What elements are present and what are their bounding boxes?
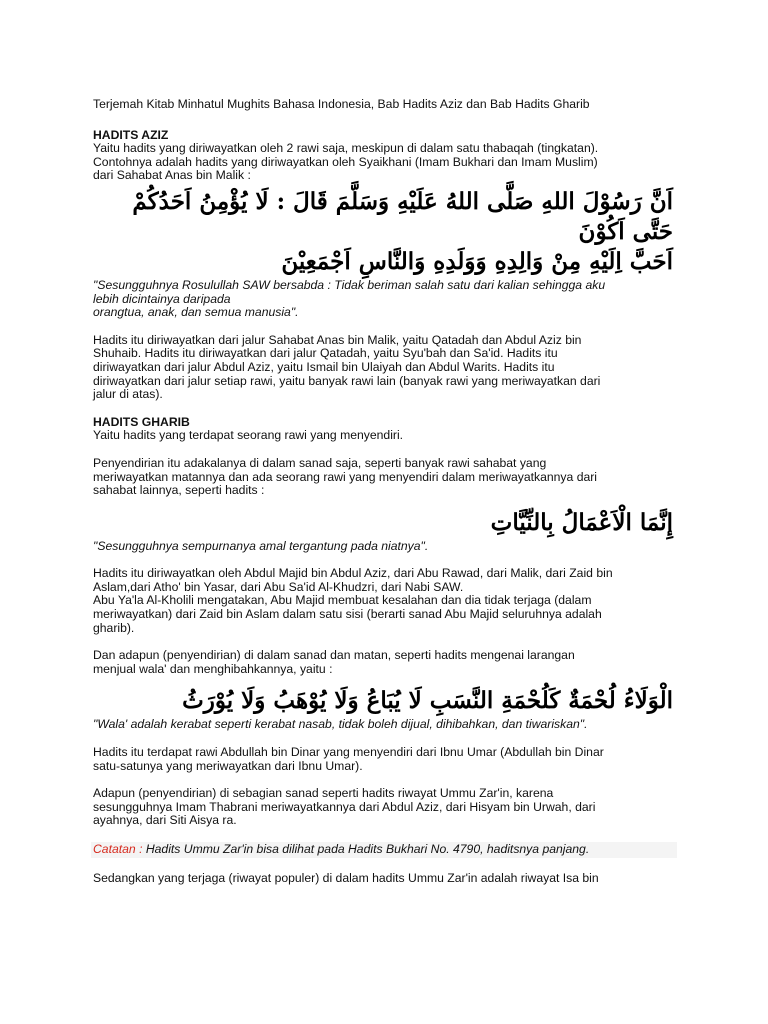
text-line: diriwayatkan dari jalur Abdul Aziz, yaitu Ismail bin Ulaiyah dan Abdul Warits. Hadits itu: [93, 359, 555, 374]
text-line: Adapun (penyendirian) di sebagian sanad seperti hadits riwayat Ummu Zar'in, karena: [93, 786, 554, 801]
text-line: Hadits itu diriwayatkan oleh Abdul Majid bin Abdul Aziz, dari Abu Rawad, dari Malik, dari Zaid bin: [93, 566, 613, 581]
text-line: satu-satunya yang meriwayatkan dari Ibnu Umar).: [93, 758, 363, 773]
text-line: ayahnya, dari Siti Aisya ra.: [93, 813, 237, 828]
gharib-paragraph-2: [93, 567, 673, 635]
text-line: dari Sahabat Anas bin Malik :: [93, 168, 251, 183]
arabic-line: اَحَبَّ اِلَيْهِ مِنْ وَالِدِهِ وَوَلَدِهِ وَالنَّاسِ اَجْمَعِيْنَ: [281, 247, 673, 275]
text-line: Penyendirian itu adakalanya di dalam sanad saja, seperti banyak rawi sahabat yang: [93, 455, 547, 470]
aziz-explanation: [93, 334, 673, 402]
gharib-paragraph-4: [93, 746, 673, 773]
arabic-line: اَنَّ رَسُوْلَ اللهِ صَلَّى اللهُ عَلَيْهِ وَسَلَّمَ قَالَ : لَا يُؤْمِنُ اَحَدُكُمْ حَتَّى اَكُوْنَ: [132, 187, 673, 245]
text-line: Contohnya adalah hadits yang diriwayatkan oleh Syaikhani (Imam Bukhari dan Imam Muslim): [93, 154, 598, 169]
text-line: "Sesungguhnya Rosulullah SAW bersabda : Tidak beriman salah satu dari kalian sehingga aku: [93, 277, 606, 292]
note-text: Hadits Ummu Zar'in bisa dilihat pada Hadits Bukhari No. 4790, haditsnya panjang.: [142, 842, 590, 856]
text-line: Dan adapun (penyendirian) di dalam sanad dan matan, seperti hadits mengenai larangan: [93, 648, 575, 663]
text-line: Aslam,dari Atho' bin Yasar, dari Abu Sa'id Al-Khudzri, dari Nabi SAW.: [93, 579, 464, 594]
text-line: menjual wala' dan menghibahkannya, yaitu :: [93, 661, 333, 676]
text-line: diriwayatkan dari jalur setiap rawi, yaitu banyak rawi lain (banyak rawi yang meriwayatkan dari: [93, 373, 601, 388]
text-line: lebih dicintainya daripada: [93, 291, 231, 306]
document-page: [93, 98, 673, 885]
text-line: meriwayatkan matannya dan ada seorang rawi yang menyendiri dalam meriwayatkannya dari: [93, 469, 598, 484]
document-title: Terjemah Kitab Minhatul Mughits Bahasa Indonesia, Bab Hadits Aziz dan Bab Hadits Gharib: [93, 97, 590, 111]
text-line: jalur di atas).: [93, 387, 163, 402]
aziz-translation: [93, 279, 673, 320]
heading-hadits-aziz: HADITS AZIZ: [93, 127, 169, 142]
gharib-paragraph-1: [93, 457, 673, 498]
text-line: Yaitu hadits yang diriwayatkan oleh 2 rawi saja, meskipun di dalam satu thabaqah (tingkatan).: [93, 141, 599, 156]
text-line: Abu Ya'la Al-Kholili mengatakan, Abu Majid membuat kesalahan dan dia tidak terjaga (dalam: [93, 593, 592, 608]
gharib-paragraph-3: [93, 649, 673, 676]
note-label: Catatan :: [93, 842, 143, 856]
arabic-hadith-wala: الْوَلَاءُ لُحْمَةٌ كَلُحْمَةِ النَّسَبِ لَا يُبَاعُ وَلَا يُوْهَبُ وَلَا يُوْرَثُ: [182, 687, 673, 715]
gharib-paragraph-6: Sedangkan yang terjaga (riwayat populer) di dalam hadits Ummu Zar'in adalah riwayat Isa bin: [93, 870, 599, 885]
text-line: Hadits itu diriwayatkan dari jalur Sahabat Anas bin Malik, yaitu Qatadah dan Abdul Aziz bin: [93, 332, 582, 347]
aziz-intro: [93, 142, 673, 183]
arabic-hadith-niat: إِنَّمَا الْاَعْمَالُ بِالنِّيَّاتِ: [490, 508, 673, 536]
translation-niat: "Sesungguhnya sempurnanya amal tergantung pada niatnya".: [93, 538, 429, 553]
note-box: [91, 842, 677, 858]
arabic-hadith-aziz: [93, 187, 673, 277]
translation-wala: "Wala' adalah kerabat seperti kerabat nasab, tidak boleh dijual, dihibahkan, dan tiwariskan".: [93, 717, 588, 732]
gharib-intro: Yaitu hadits yang terdapat seorang rawi yang menyendiri.: [93, 428, 404, 443]
gharib-paragraph-5: [93, 787, 673, 828]
text-line: orangtua, anak, dan semua manusia".: [93, 305, 299, 320]
text-line: Hadits itu terdapat rawi Abdullah bin Dinar yang menyendiri dari Ibnu Umar (Abdullah bin Dinar: [93, 745, 604, 760]
text-line: sesungguhnya Imam Thabrani meriwayatkannya dari Abdul Aziz, dari Hisyam bin Urwah, dari: [93, 799, 596, 814]
text-line: Shuhaib. Hadits itu diriwayatkan dari jalur Qatadah, yaitu Syu'bah dan Sa'id. Hadits itu: [93, 346, 558, 361]
text-line: meriwayatkan) dari Zaid bin Aslam dalam satu sisi (berarti sanad Abu Majid seluruhnya adalah: [93, 607, 602, 622]
text-line: gharib).: [93, 620, 135, 635]
heading-hadits-gharib: HADITS GHARIB: [93, 414, 190, 429]
text-line: sahabat lainnya, seperti hadits :: [93, 483, 265, 498]
